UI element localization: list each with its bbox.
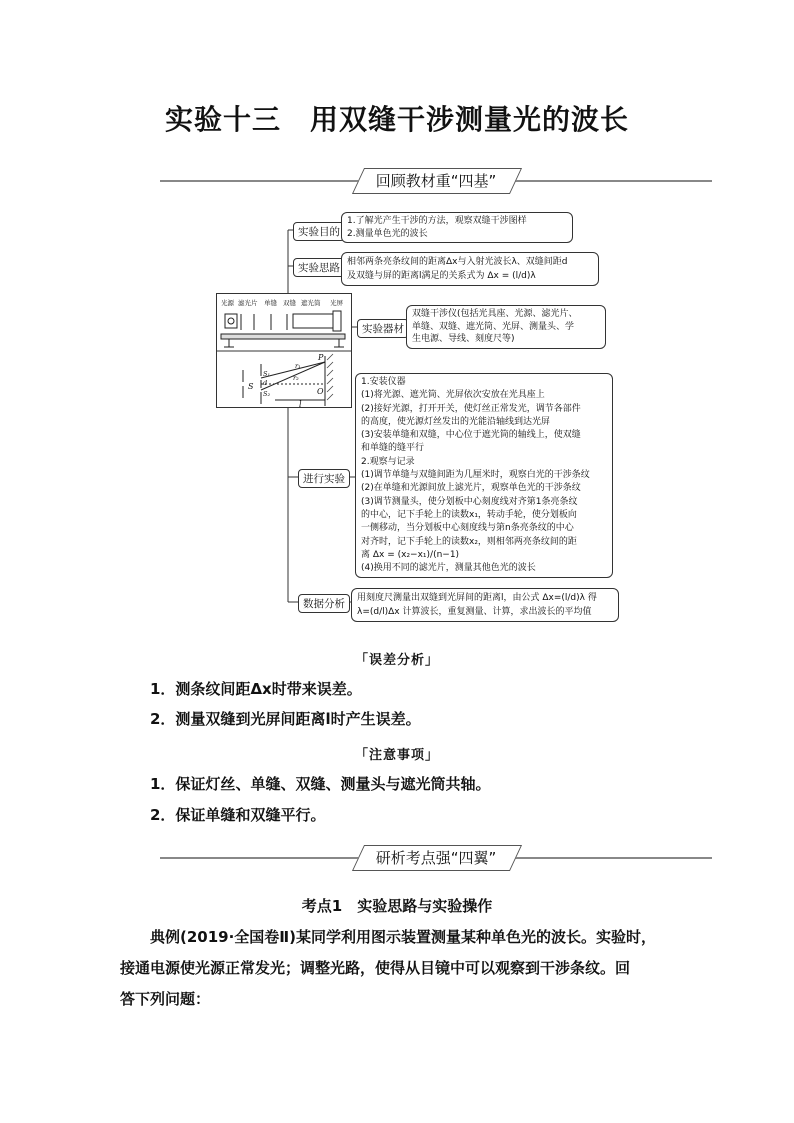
analysis-box: 用刻度尺测量出双缝到光屏间的距离l，由公式 Δx=(l/d)λ 得 λ=(d/l)Δx 计算波长，重复测量、计算，求出波长的平均值 [351, 588, 619, 622]
apparatus-drawing [217, 294, 351, 407]
app-label-filter: 滤光片 [238, 299, 258, 307]
note-item-1: 1．保证灯丝、单缝、双缝、测量头与遮光筒共轴。 [150, 775, 491, 793]
app-label-screen: 光屏 [330, 299, 343, 307]
label-procedure: 进行实验 [298, 469, 350, 488]
kaodian-heading: 考点1 实验思路与实验操作 [301, 897, 493, 915]
label-idea: 实验思路 [293, 258, 345, 277]
app-label-single-slit: 单缝 [264, 299, 277, 307]
label-purpose: 实验目的 [293, 222, 345, 241]
light-source-shape [225, 314, 237, 328]
interference-diagram [243, 356, 325, 406]
page-title: 实验十三 用双缝干涉测量光的波长 [164, 103, 629, 136]
banner-text: 回顾教材重“四基” [375, 172, 497, 190]
apparatus-figure [216, 293, 352, 408]
diag-label-S2: S₂ [263, 390, 271, 398]
diag-label-S1: S₁ [263, 370, 271, 378]
diag-label-l: l [299, 400, 302, 407]
error-item-1: 1．测条纹间距Δx时带来误差。 [150, 680, 362, 698]
example-paragraph: 典例(2019·全国卷Ⅱ)某同学利用图示装置测量某种单色光的波长。实验时， 接通电源使光源正常发光；调整光路，使得从目镜中可以观察到干涉条纹。回 答下列问题： [120, 928, 657, 1008]
equipment-box: 双缝干涉仪(包括光具座、光源、滤光片、 单缝、双缝、遮光筒、光屏、测量头、学 生电源、导线、刻度尺等) [406, 305, 606, 349]
label-equipment: 实验器材 [357, 319, 409, 338]
purpose-box: 1.了解光产生干涉的方法，观察双缝干涉图样 2.测量单色光的波长 [341, 212, 573, 243]
banner-text: 研析考点强“四翼” [375, 849, 497, 867]
procedure-box: 1.安装仪器 (1)将光源、遮光筒、光屏依次安放在光具座上 (2)接好光源，打开开关，使灯丝正常发光，调节各部件 的高度，使光源灯丝发出的光能沿轴线到达光屏 (3)安装单缝和双缝，中心位于遮光筒的轴线上，使双缝 和单缝的缝平行 2.观察与记录 (1)调节单缝与双缝间距为几厘米时，观察白光的干涉条纹 (2)在单缝和光源间放上滤光片，观察单色光的干涉条纹 (3)调节测量头，使分划板中心刻度线对齐第1条亮条纹 的中心，记下手轮上的读数x₁，转动手轮，使分划板向 一侧移动，当分划板中心刻度线与第n条亮条纹的中心 对齐时，记下手轮上的读数x₂，则相邻两亮条纹间的距 离 Δx = (x₂−x₁)/(n−1) (4)换用不同的滤光片，测量其他色光的波长 [355, 373, 613, 578]
error-item-2: 2．测量双缝到光屏间距离l时产生误差。 [150, 710, 421, 728]
diag-label-O: O [317, 387, 324, 396]
app-label-double-slit: 双缝 [283, 299, 296, 307]
diag-label-S: S [248, 382, 254, 391]
idea-box: 相邻两条亮条纹间的距离Δx与入射光波长λ、双缝间距d 及双缝与屏的距离l满足的关系式为 Δx = (l/d)λ [341, 252, 599, 286]
shade-tube-shape [293, 314, 333, 328]
section-banner-study [160, 845, 712, 871]
diag-label-d: d [263, 379, 268, 387]
diag-label-r2: r₂ [293, 374, 299, 382]
app-label-tube: 遮光筒 [301, 299, 321, 307]
label-analysis: 数据分析 [298, 594, 350, 613]
note-item-2: 2．保证单缝和双缝平行。 [150, 806, 326, 824]
optical-bench [221, 334, 345, 339]
app-label-source: 光源 [221, 299, 234, 307]
diag-label-P: P [318, 353, 324, 362]
error-heading: 「误差分析」 [354, 653, 439, 668]
notes-heading: 「注意事项」 [354, 748, 439, 763]
diag-label-r1: r₁ [295, 362, 301, 370]
